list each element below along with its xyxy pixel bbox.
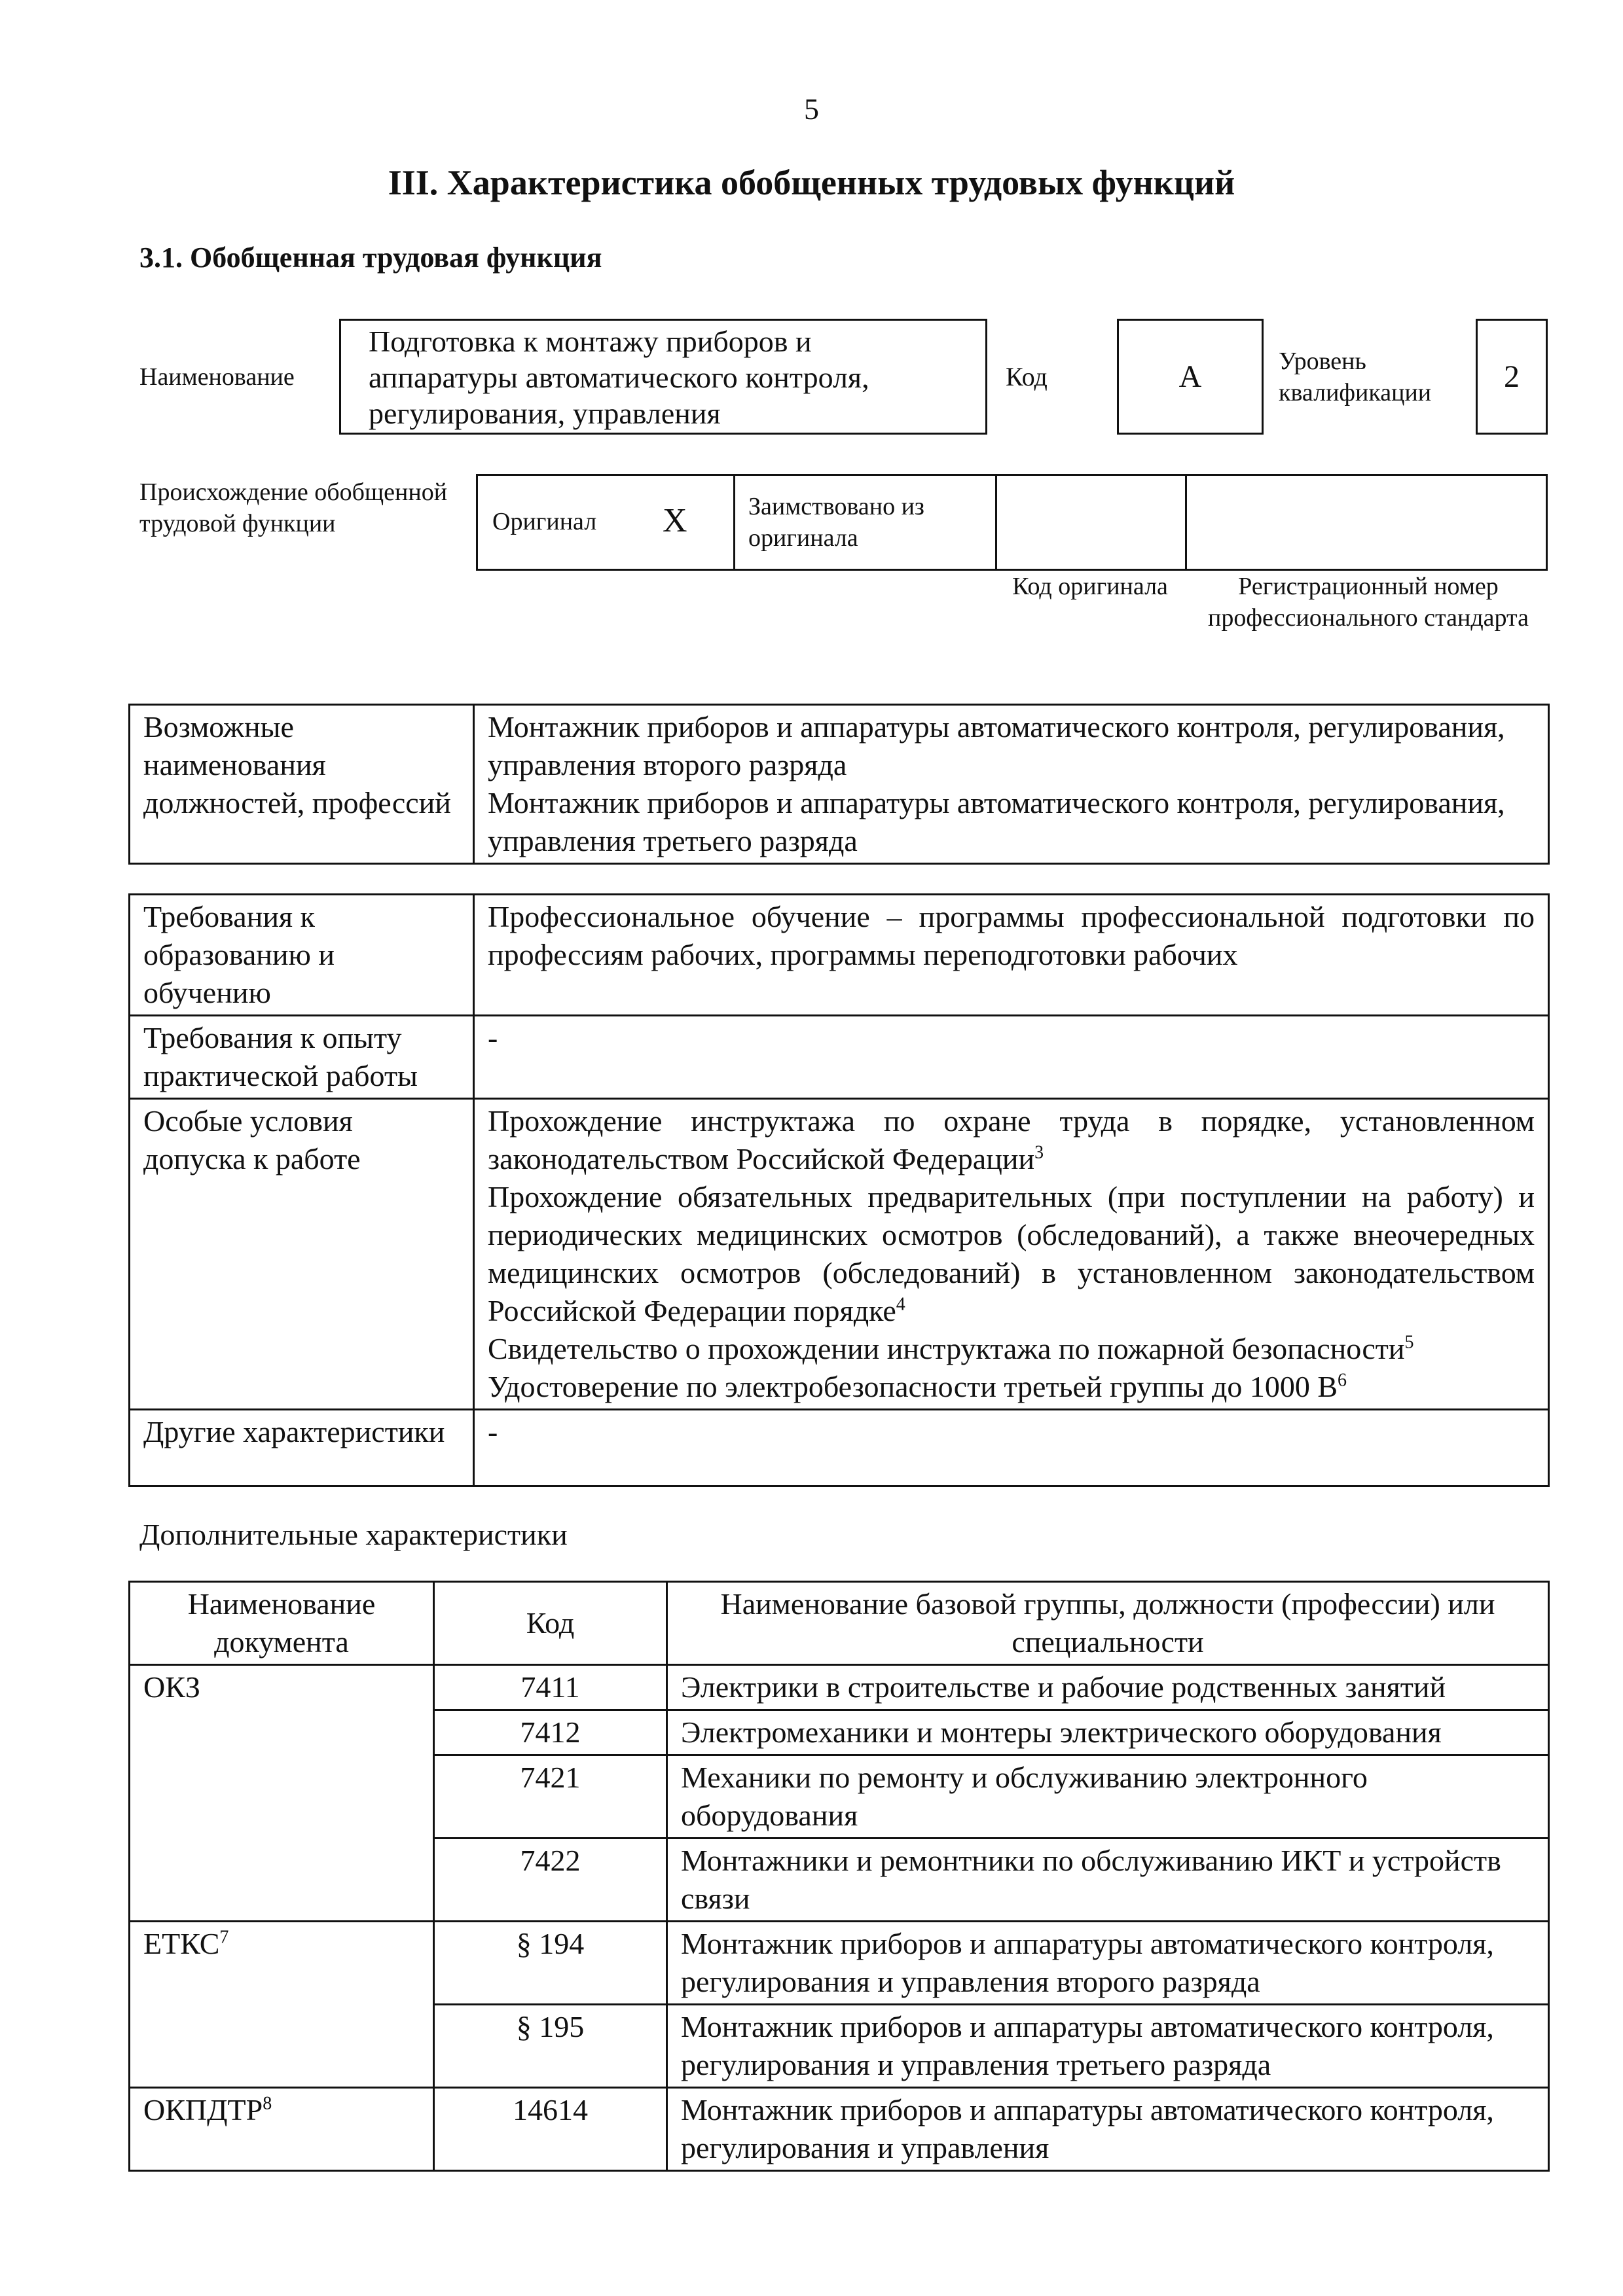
- footnote-mark: 6: [1338, 1370, 1347, 1391]
- code-cell: 7422: [434, 1839, 667, 1922]
- level-label: Уровень квалификации: [1279, 348, 1432, 406]
- subsection-title: 3.1. Обобщенная трудовая функция: [139, 242, 602, 274]
- level-box: [1476, 319, 1548, 435]
- table-row: [130, 1410, 1549, 1486]
- name-cell: Монтажник приборов и аппаратуры автоматического контроля, регулирования и управления третьего разряда: [667, 2005, 1549, 2088]
- requirement-label: Другие характеристики: [130, 1410, 474, 1486]
- origin-box: [476, 474, 1548, 571]
- borrowed-label: Заимствовано из оригинала: [748, 493, 924, 552]
- original-label: Оригинал: [492, 508, 597, 535]
- code-box: [1117, 319, 1264, 435]
- code-cell: § 195: [434, 2005, 667, 2088]
- origin-divider: [1185, 474, 1187, 571]
- header-name: Наименование базовой группы, должности (профессии) или специальности: [667, 1582, 1549, 1665]
- position-item: Монтажник приборов и аппаратуры автоматического контроля, регулирования, управления второго разряда: [488, 710, 1505, 781]
- name-cell: Механики по ремонту и обслуживанию электронного оборудования: [667, 1755, 1549, 1839]
- requirement-value: [474, 895, 1549, 1016]
- name-cell: Электрики в строительстве и рабочие родственных занятий: [667, 1665, 1549, 1710]
- code-cell: 7411: [434, 1665, 667, 1710]
- original-mark: X: [663, 502, 687, 539]
- requirement-value: -: [474, 1016, 1549, 1099]
- doc-name-cell: ОКПДТР$^8$: [130, 2088, 434, 2171]
- code-value: A: [1178, 359, 1202, 394]
- position-item: Монтажник приборов и аппаратуры автоматического контроля, регулирования, управления третьего разряда: [488, 786, 1505, 857]
- additional-title: Дополнительные характеристики: [139, 1518, 568, 1551]
- name-cell: Монтажник приборов и аппаратуры автоматического контроля, регулирования и управления второго разряда: [667, 1922, 1549, 2005]
- header-doc: Наименование документа: [130, 1582, 434, 1665]
- footnote-mark: 3: [1034, 1142, 1044, 1163]
- table-row: [130, 1099, 1549, 1410]
- requirement-label: Особые условия допуска к работе: [130, 1099, 474, 1410]
- code-original-caption: Код оригинала: [1012, 573, 1168, 600]
- origin-divider: [733, 474, 735, 571]
- additional-table: [128, 1581, 1550, 2172]
- table-row: [130, 1922, 1549, 2005]
- origin-label: Происхождение обобщенной трудовой функции: [139, 478, 448, 537]
- code-cell: 7412: [434, 1710, 667, 1755]
- code-cell: § 194: [434, 1922, 667, 2005]
- table-row: [130, 1016, 1549, 1099]
- requirement-label: Требования к образованию и обучению: [130, 895, 474, 1016]
- name-cell: Электромеханики и монтеры электрического оборудования: [667, 1710, 1549, 1755]
- level-value: 2: [1504, 359, 1520, 394]
- name-box: [339, 319, 987, 435]
- doc-name-cell: ОКЗ: [130, 1665, 434, 1922]
- reg-number-caption: Регистрационный номер профессионального стандарта: [1208, 573, 1529, 632]
- header-code: Код: [434, 1582, 667, 1665]
- requirement-line: Удостоверение по электробезопасности третьей группы до 1000 $В^6$: [488, 1370, 1347, 1403]
- code-cell: 7421: [434, 1755, 667, 1839]
- name-cell: Монтажники и ремонтники по обслуживанию ИКТ и устройств связи: [667, 1839, 1549, 1922]
- page-number: 5: [804, 92, 819, 126]
- footnote-mark: 4: [896, 1294, 905, 1315]
- function-name: Подготовка к монтажу приборов и аппаратуры автоматического контроля, регулирования, управления: [369, 325, 869, 430]
- footnote-mark: 5: [1404, 1332, 1414, 1353]
- requirements-table: [128, 893, 1550, 1487]
- table-row: [130, 2088, 1549, 2171]
- requirement-value: [474, 1099, 1549, 1410]
- table-row: [130, 705, 1549, 864]
- footnote-mark: 8: [263, 2093, 272, 2114]
- name-cell: Монтажник приборов и аппаратуры автоматического контроля, регулирования и управления: [667, 2088, 1549, 2171]
- footnote-mark: 7: [219, 1927, 229, 1948]
- requirement-value: -: [474, 1410, 1549, 1486]
- name-label: Наименование: [139, 363, 295, 391]
- positions-list: [474, 705, 1549, 864]
- table-row: [130, 1665, 1549, 1710]
- origin-divider: [995, 474, 997, 571]
- requirement-label: Требования к опыту практической работы: [130, 1016, 474, 1099]
- code-cell: 14614: [434, 2088, 667, 2171]
- requirement-line: Прохождение обязательных предварительных (при поступлении на работу) и периодических медицинских осмотров (обследований), а также внеочередных медицинских осмотров (обследований) в установленном законодательством Российской Федерации порядке$^4$: [488, 1180, 1535, 1327]
- table-header-row: [130, 1582, 1549, 1665]
- requirement-line: Прохождение инструктажа по охране труда в порядке, установленном законодательством Российской Федерации$^3$: [488, 1104, 1535, 1175]
- requirement-line: Профессиональное обучение – программы профессиональной подготовки по профессиям рабочих, программы переподготовки рабочих: [488, 900, 1535, 971]
- table-row: [130, 895, 1549, 1016]
- code-label: Код: [1006, 362, 1048, 391]
- requirement-line: Свидетельство о прохождении инструктажа по пожарной безопасности$^5$: [488, 1332, 1414, 1365]
- section-title: III. Характеристика обобщенных трудовых функций: [388, 163, 1235, 202]
- doc-name-cell: ЕТКС$^7$: [130, 1922, 434, 2088]
- positions-label: Возможные наименования должностей, профессий: [130, 705, 474, 864]
- positions-table: [128, 704, 1550, 865]
